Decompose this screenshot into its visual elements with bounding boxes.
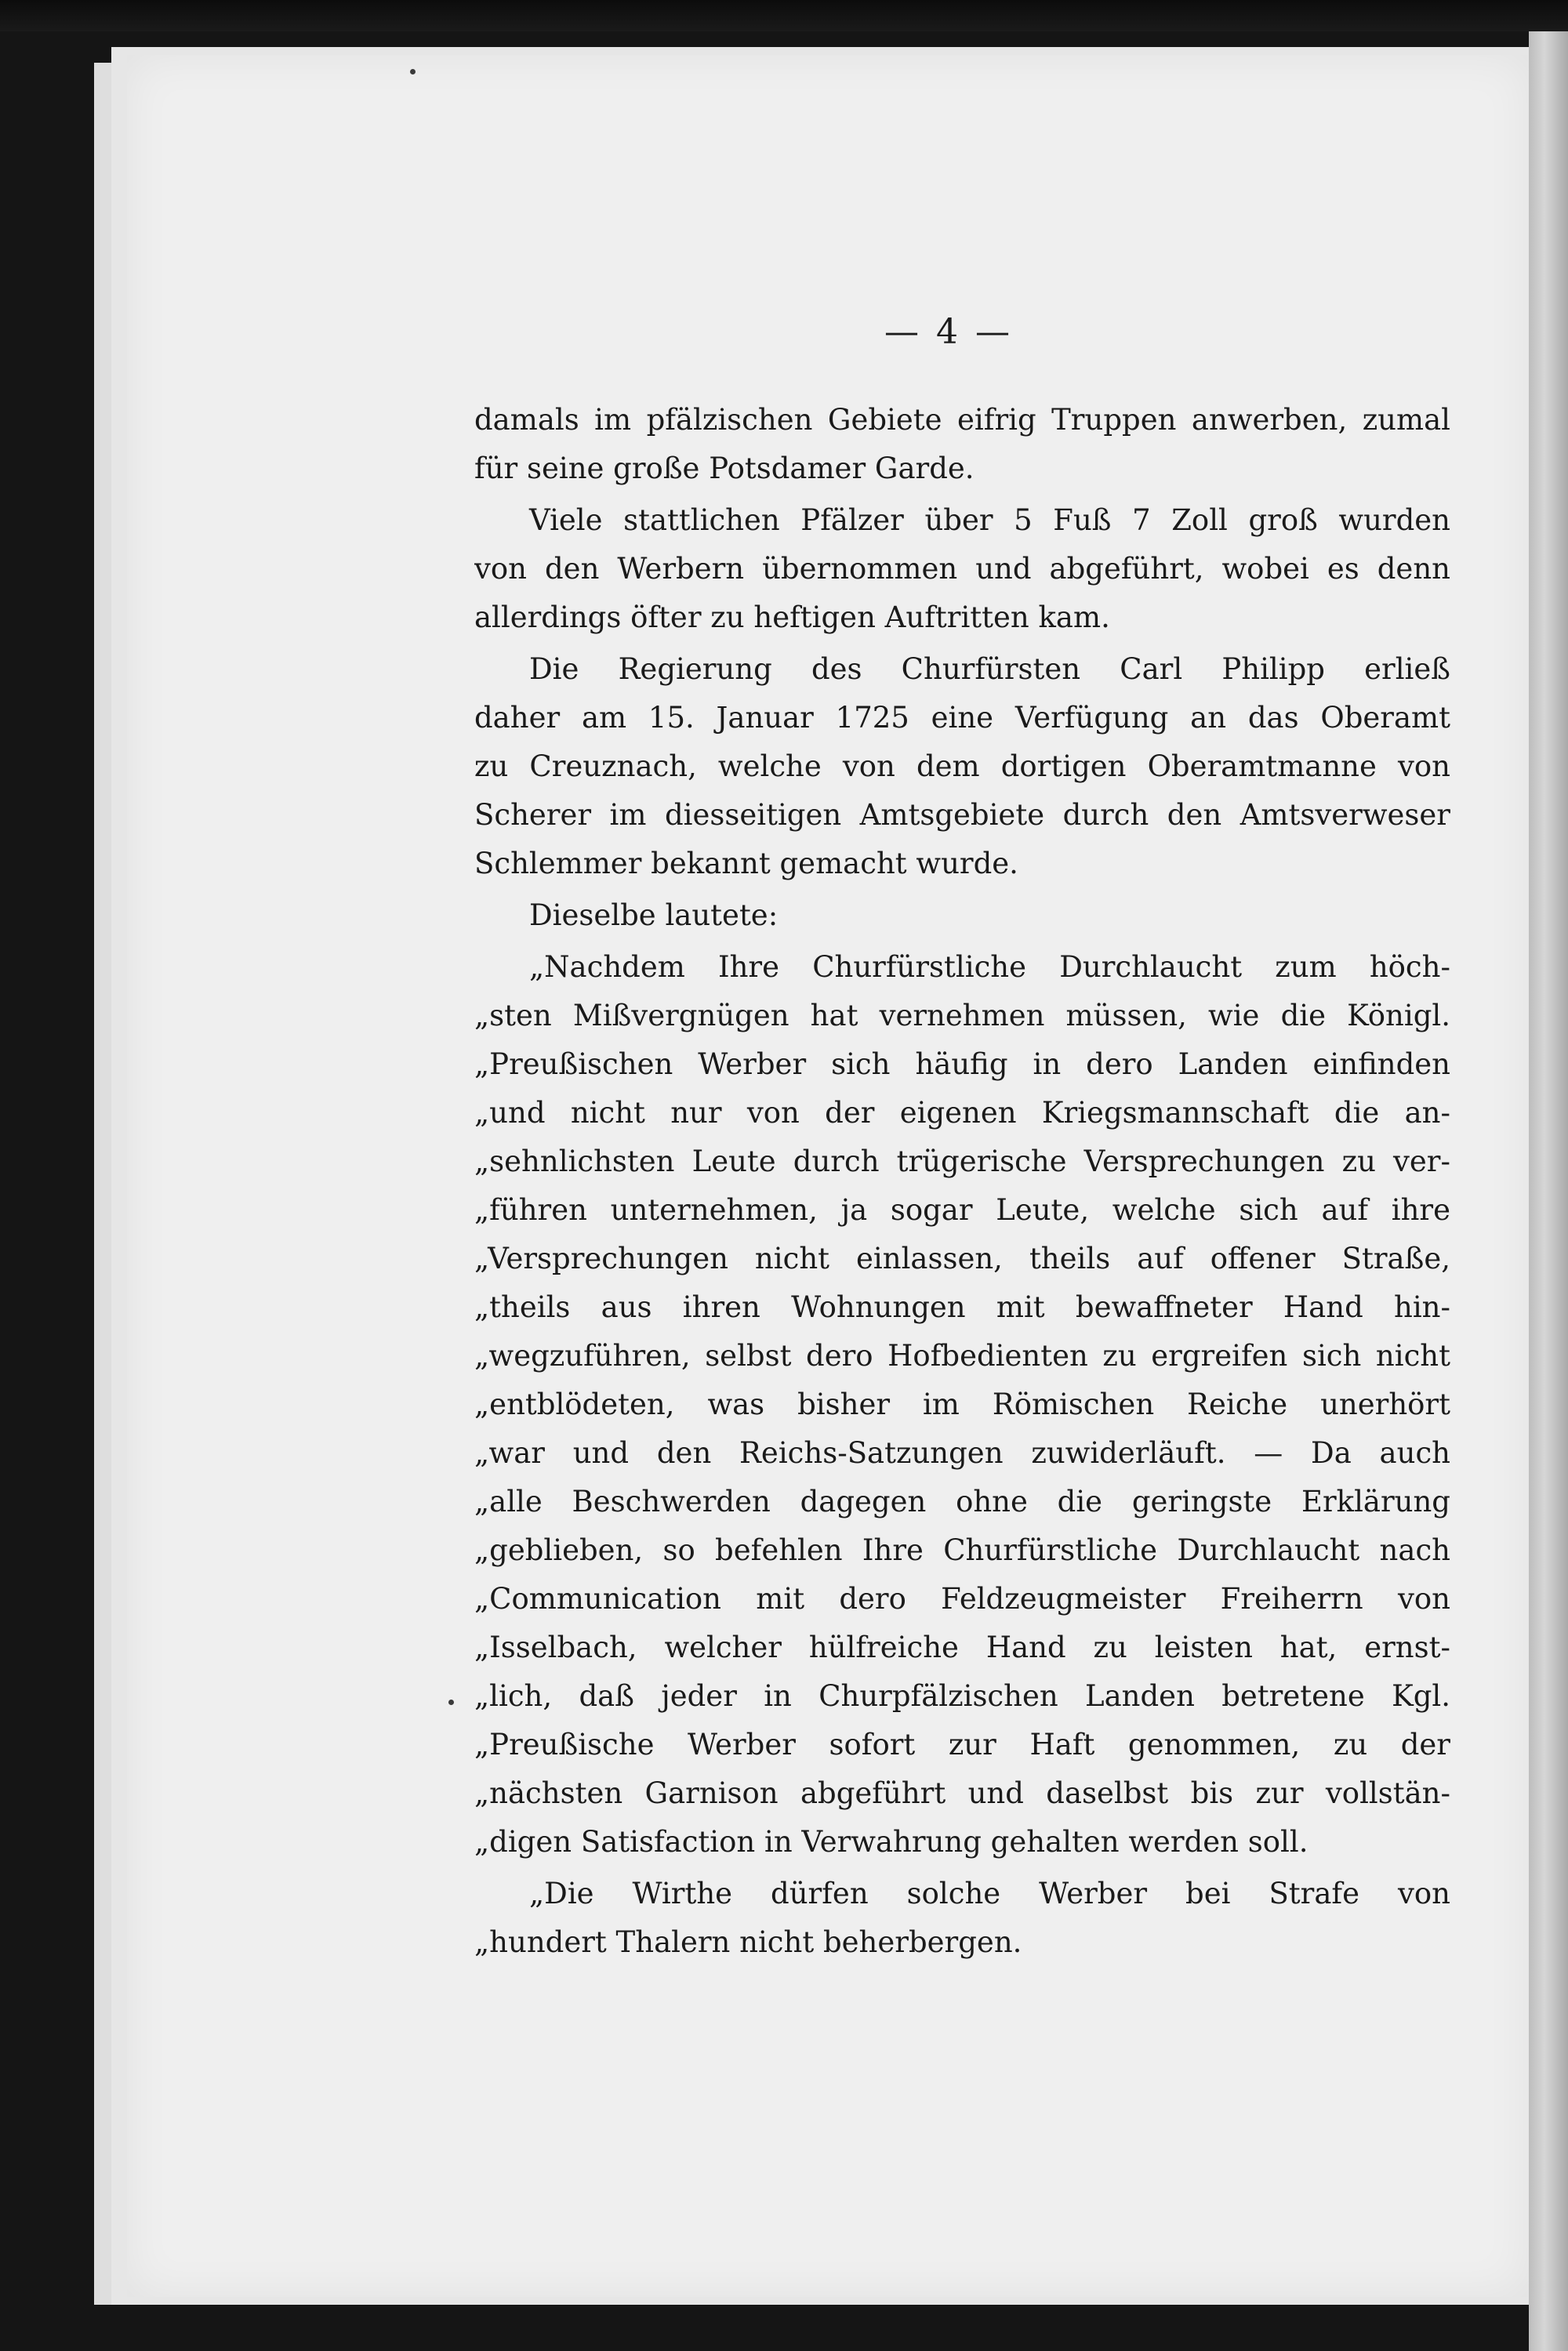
- text-line: Schlemmer bekannt gemacht wurde.: [474, 847, 1018, 880]
- text-line: Viele stattlichen Pfälzer über 5 Fuß 7 Zoll groß wurden: [529, 503, 1450, 537]
- text-line: „digen Satisfaction in Verwahrung gehalten werden soll.: [474, 1825, 1308, 1859]
- text-line: von den Werbern übernommen und abgeführt, wobei es denn: [474, 552, 1450, 586]
- scan-background-top: [0, 0, 1568, 31]
- page-number: — 4 —: [884, 312, 1013, 352]
- text-line: „Isselbach, welcher hülfreiche Hand zu leisten hat, ernst-: [474, 1631, 1450, 1664]
- text-line: „nächsten Garnison abgeführt und daselbst bis zur vollstän-: [474, 1776, 1450, 1810]
- text-line: „Versprechungen nicht einlassen, theils auf offener Straße,: [474, 1242, 1450, 1275]
- text-line: Die Regierung des Churfürsten Carl Philipp erließ: [529, 652, 1450, 686]
- text-line: zu Creuznach, welche von dem dortigen Oberamtmanne von: [474, 749, 1450, 783]
- text-line: damals im pfälzischen Gebiete eifrig Truppen anwerben, zumal: [474, 403, 1450, 437]
- text-line: „entblödeten, was bisher im Römischen Reiche unerhört: [474, 1388, 1450, 1421]
- body-text: [474, 396, 1450, 1967]
- text-line: „Nachdem Ihre Churfürstliche Durchlaucht zum höch-: [529, 950, 1450, 984]
- text-line: Scherer im diesseitigen Amtsgebiete durch den Amtsverweser: [474, 798, 1450, 832]
- text-line: „sten Mißvergnügen hat vernehmen müssen, wie die Königl.: [474, 999, 1450, 1032]
- text-line: „alle Beschwerden dagegen ohne die geringste Erklärung: [474, 1485, 1450, 1518]
- text-line: „wegzuführen, selbst dero Hofbedienten zu ergreifen sich nicht: [474, 1339, 1450, 1373]
- text-line: „Preußischen Werber sich häufig in dero Landen einfinden: [474, 1047, 1450, 1081]
- text-line: „Communication mit dero Feldzeugmeister Freiherrn von: [474, 1582, 1450, 1616]
- text-line: „hundert Thalern nicht beherbergen.: [474, 1925, 1022, 1959]
- speck: [410, 69, 416, 74]
- speck: [448, 1700, 454, 1705]
- text-line: „geblieben, so befehlen Ihre Churfürstliche Durchlaucht nach: [474, 1533, 1450, 1567]
- text-line: „lich, daß jeder in Churpfälzischen Landen betretene Kgl.: [474, 1679, 1450, 1713]
- text-line: „Preußische Werber sofort zur Haft genommen, zu der: [474, 1728, 1450, 1761]
- text-line: „und nicht nur von der eigenen Kriegsmannschaft die an-: [474, 1096, 1450, 1130]
- text-line: daher am 15. Januar 1725 eine Verfügung an das Oberamt: [474, 701, 1450, 735]
- page-fore-edge: [1529, 31, 1568, 2351]
- text-line: „theils aus ihren Wohnungen mit bewaffneter Hand hin-: [474, 1290, 1450, 1324]
- text-line: für seine große Potsdamer Garde.: [474, 452, 975, 485]
- text-line: „war und den Reichs-Satzungen zuwiderläuft. — Da auch: [474, 1436, 1450, 1470]
- text-line: „Die Wirthe dürfen solche Werber bei Strafe von: [529, 1877, 1450, 1910]
- text-line: Dieselbe lautete:: [529, 898, 779, 932]
- text-line: „führen unternehmen, ja sogar Leute, welche sich auf ihre: [474, 1193, 1450, 1227]
- text-line: „sehnlichsten Leute durch trügerische Versprechungen zu ver-: [474, 1145, 1450, 1178]
- text-line: allerdings öfter zu heftigen Auftritten kam.: [474, 600, 1110, 634]
